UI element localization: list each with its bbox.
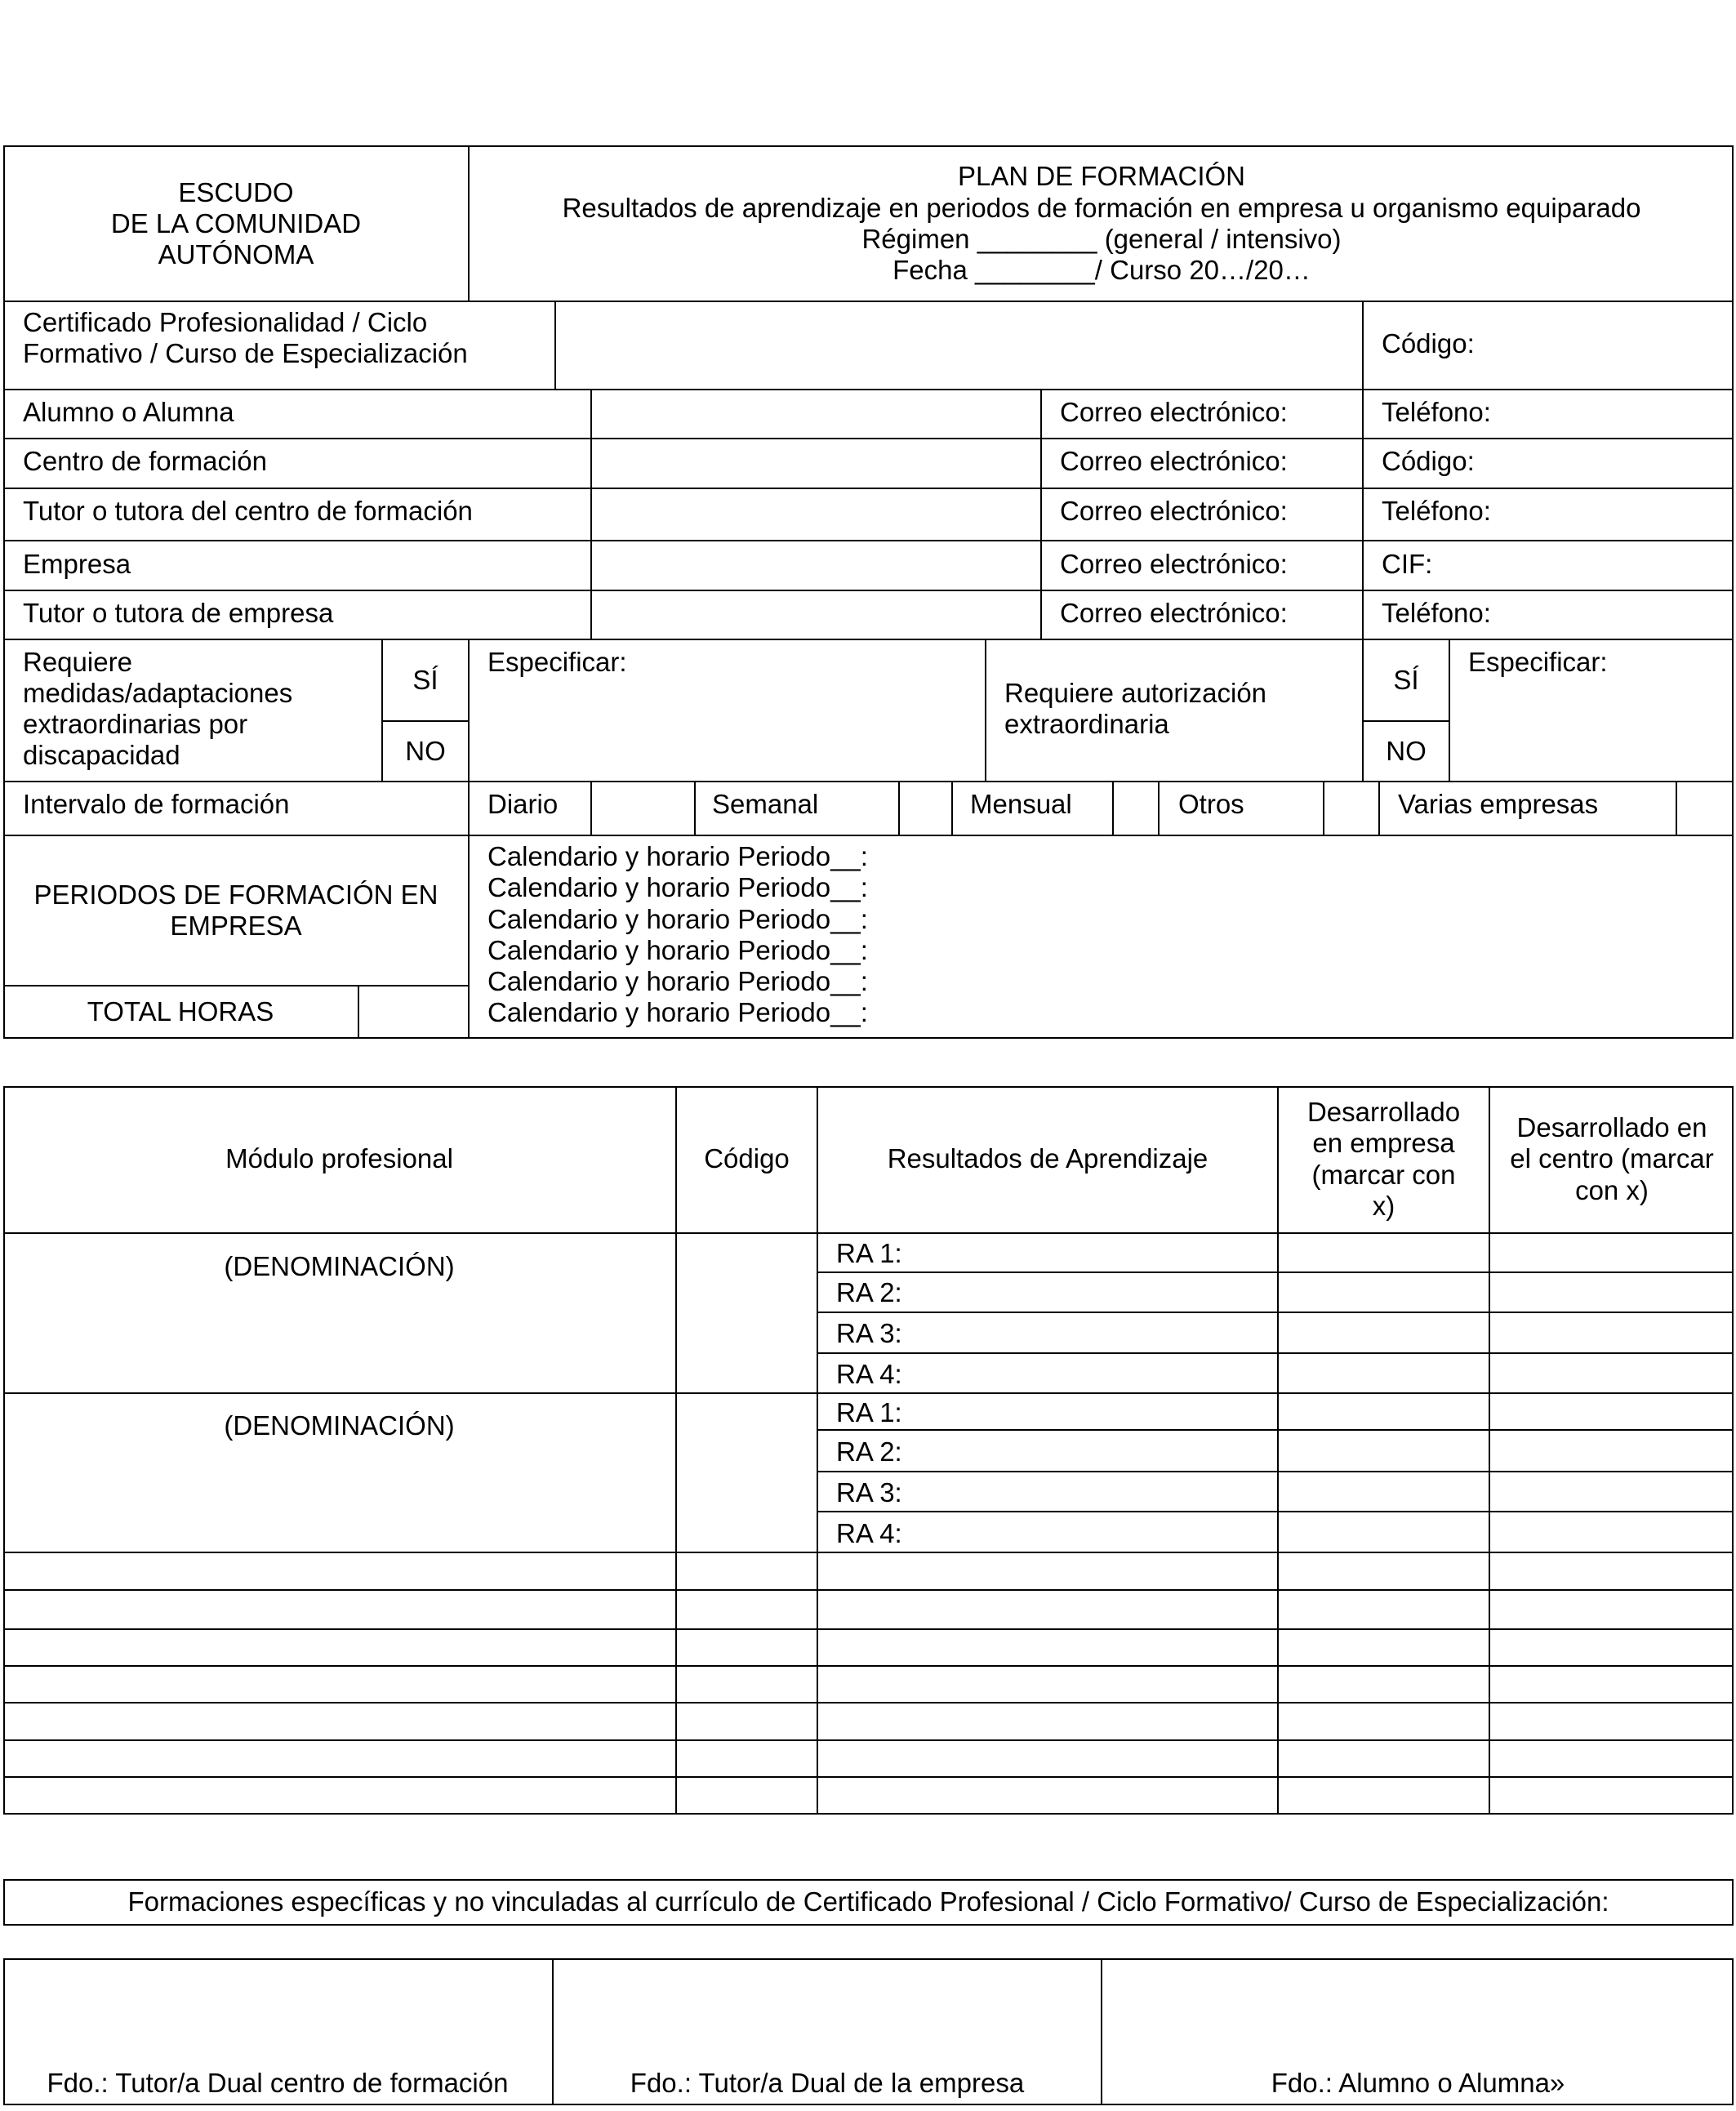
col-header-empresa-line: Desarrollado bbox=[1306, 1096, 1461, 1127]
calendar-line[interactable]: Calendario y horario Periodo__: bbox=[487, 872, 868, 903]
intervalo-mensual-checkbox[interactable] bbox=[1115, 782, 1157, 835]
divider bbox=[817, 1352, 1734, 1354]
autorizacion-label bbox=[1004, 678, 1266, 741]
certificado-label-line-2: Formativo / Curso de Especialización bbox=[23, 338, 468, 369]
divider bbox=[817, 1429, 1734, 1431]
col-header-centro-line: con x) bbox=[1575, 1174, 1649, 1205]
total-horas-label: TOTAL HORAS bbox=[87, 995, 274, 1027]
tutor-empresa-phone-label[interactable]: Teléfono: bbox=[1382, 598, 1491, 628]
autorizacion-especificar-field[interactable]: Especificar: bbox=[1468, 647, 1608, 677]
medidas-label-line-4: discapacidad bbox=[23, 739, 180, 770]
col-header-centro bbox=[1490, 1086, 1734, 1232]
divider bbox=[817, 1312, 1734, 1313]
divider bbox=[1676, 781, 1677, 836]
divider bbox=[817, 1511, 1734, 1512]
divider bbox=[590, 781, 592, 836]
periodos-label-line-2: EMPRESA bbox=[170, 911, 302, 941]
centro-email-label[interactable]: Correo electrónico: bbox=[1060, 446, 1288, 476]
divider bbox=[468, 639, 470, 782]
divider bbox=[1362, 389, 1364, 640]
ra-label: RA 1: bbox=[836, 1397, 902, 1427]
divider bbox=[1362, 301, 1364, 390]
intervalo-diario-checkbox[interactable] bbox=[593, 782, 693, 835]
intervalo-semanal-label: Semanal bbox=[712, 789, 819, 819]
empresa-name-field[interactable] bbox=[593, 541, 1039, 589]
centro-name-field[interactable] bbox=[593, 439, 1039, 487]
centro-label: Centro de formación bbox=[23, 446, 267, 476]
alumno-name-field[interactable] bbox=[593, 390, 1039, 437]
alumno-phone-label[interactable]: Teléfono: bbox=[1382, 397, 1491, 427]
empresa-label: Empresa bbox=[23, 549, 131, 579]
divider bbox=[951, 781, 953, 836]
periodos-label bbox=[3, 836, 469, 985]
divider bbox=[1449, 639, 1450, 782]
intervalo-varias-checkbox[interactable] bbox=[1678, 782, 1732, 835]
divider bbox=[554, 301, 556, 390]
divider bbox=[3, 1552, 1734, 1553]
divider bbox=[358, 985, 359, 1039]
tutor-empresa-label: Tutor o tutora de empresa bbox=[23, 598, 334, 628]
intervalo-diario-label: Diario bbox=[487, 789, 559, 819]
divider bbox=[3, 1392, 1734, 1394]
col-header-resultados: Resultados de Aprendizaje bbox=[887, 1143, 1209, 1174]
intervalo-mensual-label: Mensual bbox=[970, 789, 1072, 819]
medidas-especificar-field[interactable]: Especificar: bbox=[487, 647, 627, 677]
divider bbox=[468, 781, 470, 836]
tutor-centro-name-field[interactable] bbox=[593, 489, 1039, 539]
calendar-line[interactable]: Calendario y horario Periodo__: bbox=[487, 966, 868, 997]
divider bbox=[817, 1471, 1734, 1472]
escudo-line-3: AUTÓNOMA bbox=[158, 239, 314, 270]
page-title: PLAN DE FORMACIÓN bbox=[957, 161, 1246, 192]
medidas-si-option[interactable]: SÍ bbox=[412, 664, 438, 695]
intervalo-otros-checkbox[interactable] bbox=[1325, 782, 1378, 835]
medidas-no-option[interactable]: NO bbox=[405, 735, 446, 766]
module-name[interactable]: (DENOMINACIÓN) bbox=[224, 1410, 455, 1441]
divider bbox=[1323, 781, 1324, 836]
divider bbox=[3, 1232, 1734, 1234]
certificado-label bbox=[23, 307, 468, 370]
col-header-centro-line: Desarrollado en bbox=[1516, 1112, 1707, 1143]
tutor-empresa-email-label[interactable]: Correo electrónico: bbox=[1060, 598, 1288, 628]
divider bbox=[898, 781, 900, 836]
medidas-label-line-1: Requiere bbox=[23, 647, 132, 677]
ra-label: RA 3: bbox=[836, 1318, 902, 1348]
alumno-label: Alumno o Alumna bbox=[23, 397, 234, 427]
periodos-label-line-1: PERIODOS DE FORMACIÓN EN bbox=[33, 879, 438, 910]
intervalo-label: Intervalo de formación bbox=[23, 789, 290, 819]
escudo-line-2: DE LA COMUNIDAD bbox=[110, 207, 362, 238]
ra-label: RA 2: bbox=[836, 1436, 902, 1467]
divider bbox=[1112, 781, 1114, 836]
calendar-line[interactable]: Calendario y horario Periodo__: bbox=[487, 934, 868, 965]
col-header-codigo: Código bbox=[704, 1143, 790, 1174]
divider bbox=[3, 1589, 1734, 1591]
calendar-line[interactable]: Calendario y horario Periodo__: bbox=[487, 841, 868, 871]
medidas-label-line-3: extraordinarias por bbox=[23, 708, 248, 739]
divider bbox=[590, 389, 592, 640]
col-header-modulo: Módulo profesional bbox=[225, 1143, 453, 1174]
signature-tutor-centro[interactable]: Fdo.: Tutor/a Dual centro de formación bbox=[47, 2068, 509, 2098]
calendar-line[interactable]: Calendario y horario Periodo__: bbox=[487, 903, 868, 934]
col-header-empresa-line: (marcar con bbox=[1311, 1159, 1456, 1190]
divider bbox=[694, 781, 696, 836]
alumno-email-label[interactable]: Correo electrónico: bbox=[1060, 397, 1288, 427]
divider bbox=[1158, 781, 1160, 836]
tutor-centro-email-label[interactable]: Correo electrónico: bbox=[1060, 496, 1288, 526]
tutor-empresa-name-field[interactable] bbox=[593, 591, 1039, 639]
divider bbox=[817, 1271, 1734, 1273]
col-header-empresa-line: en empresa bbox=[1312, 1128, 1455, 1159]
fecha-field[interactable]: Fecha ________/ Curso 20…/20… bbox=[892, 255, 1311, 286]
ra-label: RA 1: bbox=[836, 1238, 902, 1268]
tutor-centro-label: Tutor o tutora del centro de formación bbox=[23, 496, 473, 526]
divider bbox=[3, 1702, 1734, 1703]
autorizacion-label-line-1: Requiere autorización bbox=[1004, 678, 1267, 708]
col-header-centro-line: el centro (marcar bbox=[1510, 1143, 1714, 1174]
autorizacion-si-option[interactable]: SÍ bbox=[1393, 664, 1419, 695]
signature-tutor-empresa[interactable]: Fdo.: Tutor/a Dual de la empresa bbox=[630, 2068, 1025, 2098]
divider bbox=[3, 1665, 1734, 1667]
autorizacion-label-line-2: extraordinaria bbox=[1004, 709, 1169, 740]
intervalo-otros-label: Otros bbox=[1178, 789, 1244, 819]
empresa-email-label[interactable]: Correo electrónico: bbox=[1060, 549, 1288, 579]
ra-label: RA 4: bbox=[836, 1359, 902, 1389]
certificado-code-label[interactable]: Código: bbox=[1382, 328, 1475, 359]
calendar-line[interactable]: Calendario y horario Periodo__: bbox=[487, 997, 868, 1028]
escudo-line-1: ESCUDO bbox=[178, 176, 294, 207]
col-header-empresa-line: x) bbox=[1372, 1190, 1395, 1221]
centro-code-label[interactable]: Código: bbox=[1382, 446, 1475, 476]
module-name[interactable]: (DENOMINACIÓN) bbox=[224, 1251, 455, 1281]
calendar-lines bbox=[487, 841, 868, 1029]
certificado-label-line-1: Certificado Profesionalidad / Ciclo bbox=[23, 307, 428, 337]
medidas-label bbox=[23, 647, 292, 771]
tutor-centro-phone-label[interactable]: Teléfono: bbox=[1382, 496, 1491, 526]
ra-label: RA 3: bbox=[836, 1477, 902, 1508]
regimen-field[interactable]: Régimen ________ (general / intensivo) bbox=[861, 224, 1342, 254]
divider bbox=[1040, 389, 1042, 640]
divider bbox=[3, 1739, 1734, 1741]
autorizacion-no-option[interactable]: NO bbox=[1386, 735, 1427, 766]
page-subtitle: Resultados de aprendizaje en periodos de formación en empresa u organismo equiparado bbox=[562, 192, 1641, 223]
divider bbox=[1378, 781, 1380, 836]
header-title-block bbox=[470, 145, 1734, 302]
ra-label: RA 4: bbox=[836, 1518, 902, 1548]
divider bbox=[3, 1628, 1734, 1630]
signature-alumno[interactable]: Fdo.: Alumno o Alumna» bbox=[1271, 2068, 1565, 2098]
intervalo-varias-label: Varias empresas bbox=[1398, 789, 1599, 819]
medidas-label-line-2: medidas/adaptaciones bbox=[23, 677, 293, 708]
certificado-value-field[interactable] bbox=[557, 302, 1360, 389]
divider bbox=[3, 1776, 1734, 1778]
escudo-placeholder bbox=[3, 145, 469, 302]
divider bbox=[985, 639, 986, 782]
formaciones-label[interactable]: Formaciones específicas y no vinculadas al currículo de Certificado Profesional / Ciclo Formativo/ Curso de Especialización: bbox=[127, 1886, 1609, 1917]
intervalo-semanal-checkbox[interactable] bbox=[901, 782, 950, 835]
empresa-cif-label[interactable]: CIF: bbox=[1382, 549, 1433, 579]
col-header-empresa bbox=[1279, 1086, 1489, 1232]
ra-label: RA 2: bbox=[836, 1277, 902, 1307]
total-horas-field[interactable] bbox=[360, 986, 467, 1037]
